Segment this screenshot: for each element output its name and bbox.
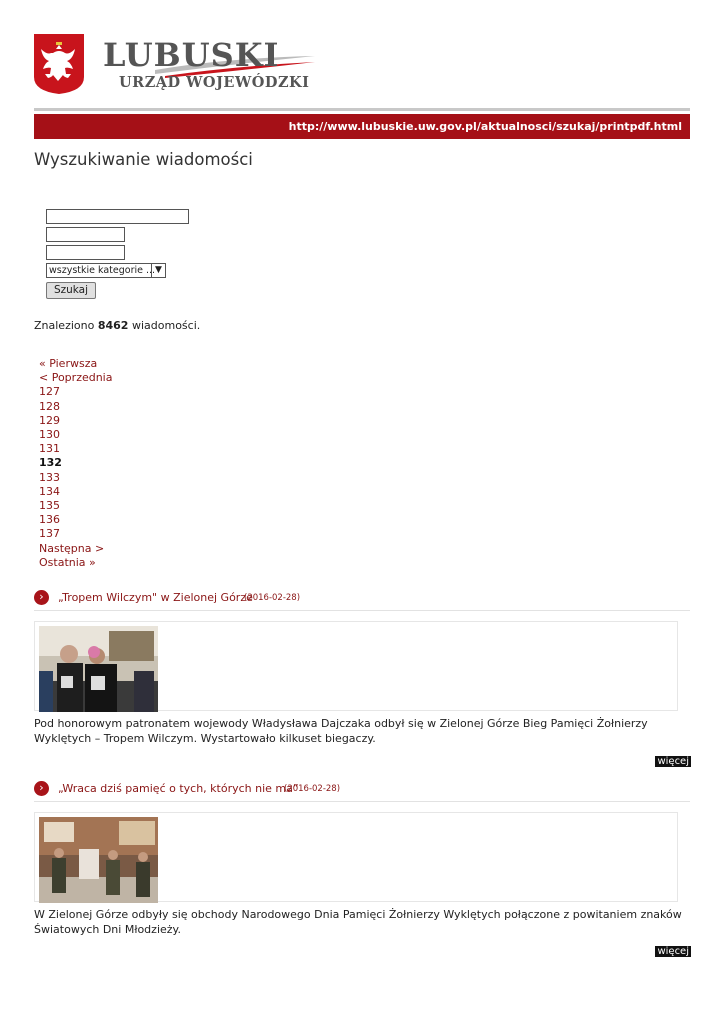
results-count <box>34 319 200 332</box>
logo-line-2: URZĄD WOJEWÓDZKI <box>119 74 310 91</box>
news-title-link[interactable]: „Wraca dziś pamięć o tych, których nie ma” <box>58 782 299 795</box>
news-description: Pod honorowym patronatem wojewody Władysława Dajczaka odbył się w Zielonej Górze Bieg Pamięci Żołnierzy Wyklętych – Tropem Wilczym. Wystartowało kilkuset biegaczy. <box>34 717 648 745</box>
news-thumbnail-frame <box>34 621 678 711</box>
url-bar <box>34 114 690 139</box>
dropdown-arrow-icon[interactable]: ▼ <box>151 264 165 277</box>
page-url[interactable]: http://www.lubuskie.uw.gov.pl/aktualnosci/szukaj/printpdf.html <box>288 120 682 133</box>
page-link[interactable]: 128 <box>39 399 60 413</box>
page-link[interactable]: 133 <box>39 470 60 484</box>
page-link[interactable]: 131 <box>39 442 60 456</box>
page-link[interactable]: 130 <box>39 428 60 442</box>
date-to-input[interactable] <box>46 245 125 260</box>
chevron-right-icon[interactable]: › <box>34 590 49 605</box>
header-divider <box>34 108 690 111</box>
more-link-label[interactable]: więcej <box>657 756 689 767</box>
search-query-input[interactable] <box>46 209 189 224</box>
news-divider <box>34 801 690 802</box>
coat-of-arms-icon <box>33 33 85 95</box>
results-suffix: wiadomości. <box>131 319 201 332</box>
page-link[interactable]: 136 <box>39 513 60 527</box>
pagination <box>39 357 112 570</box>
page-link[interactable]: 137 <box>39 527 60 541</box>
page-current: 132 <box>39 456 62 470</box>
more-link[interactable] <box>655 944 691 958</box>
page-last-link[interactable]: Ostatnia » <box>39 555 96 569</box>
news-title-link[interactable]: „Tropem Wilczym" w Zielonej Górze <box>58 591 253 604</box>
logo-wordmark <box>103 38 309 92</box>
category-selected-value: wszystkie kategorie ... <box>49 265 156 276</box>
more-link[interactable] <box>655 754 691 768</box>
news-description: W Zielonej Górze odbyły się obchody Narodowego Dnia Pamięci Żołnierzy Wyklętych połączone z powitaniem znaków Światowych Dni Młodzieży. <box>34 908 682 936</box>
search-button[interactable]: Szukaj <box>46 282 96 299</box>
page-link[interactable]: 129 <box>39 413 60 427</box>
chevron-right-icon[interactable]: › <box>34 781 49 796</box>
news-date: (2016-02-28) <box>284 784 341 794</box>
results-number: 8462 <box>97 319 129 332</box>
page-link[interactable]: 134 <box>39 484 60 498</box>
news-thumbnail[interactable] <box>39 626 158 712</box>
page-next-link[interactable]: Następna > <box>39 541 105 555</box>
page-title: Wyszukiwanie wiadomości <box>34 150 253 169</box>
page-first-link[interactable]: « Pierwsza <box>39 357 98 370</box>
page-link[interactable]: 135 <box>39 499 60 513</box>
page-prev-link[interactable]: < Poprzednia <box>39 371 113 385</box>
more-link-label[interactable]: więcej <box>657 946 689 957</box>
page-link[interactable]: 127 <box>39 385 60 399</box>
category-select[interactable] <box>46 263 166 278</box>
date-from-input[interactable] <box>46 227 125 242</box>
news-date: (2016-02-28) <box>244 593 301 603</box>
results-prefix: Znaleziono <box>34 319 95 332</box>
news-thumbnail-frame <box>34 812 678 902</box>
logo-line-1: LUBUSKI <box>103 36 280 74</box>
news-thumbnail[interactable] <box>39 817 158 903</box>
news-divider <box>34 610 690 611</box>
